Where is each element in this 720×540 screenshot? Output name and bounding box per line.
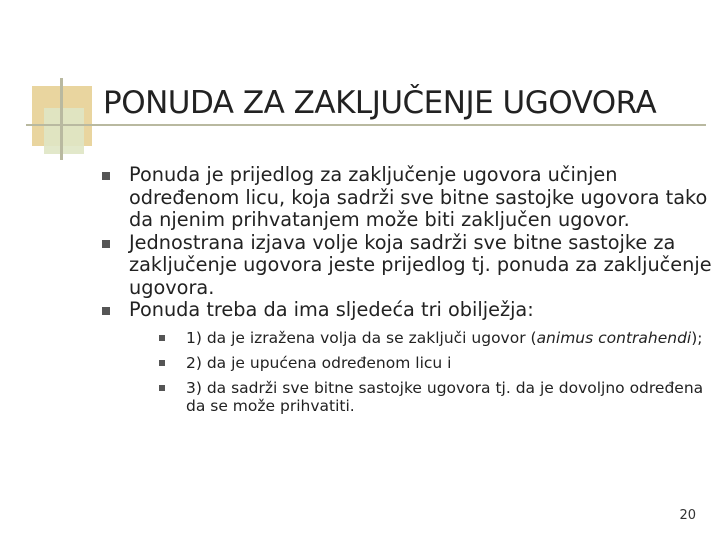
bullet-list	[102, 164, 712, 422]
bullet-marker-icon	[102, 307, 110, 315]
bullet-text: Ponuda treba da ima sljedeća tri obilježja:	[129, 298, 534, 321]
page-number: 20	[679, 508, 696, 523]
sub-bullet-item	[159, 379, 712, 415]
slide-title: PONUDA ZA ZAKLJUČENJE UGOVORA	[103, 85, 657, 121]
bullet-marker-icon	[102, 172, 110, 180]
bullet-text: Jednostrana izjava volje koja sadrži sve bitne sastojke za zaključenje ugovora jeste prijedlog tj. ponuda za zaključenje ugovora.	[129, 230, 712, 299]
sub-bullet-text-end: );	[691, 328, 703, 347]
decor-horizontal-line	[26, 124, 706, 126]
sub-bullet-text: 2) da je upućena određenom licu i	[186, 353, 452, 372]
bullet-item	[102, 299, 712, 415]
sub-bullet-item	[159, 329, 712, 347]
sub-bullet-marker-icon	[159, 360, 165, 366]
bullet-marker-icon	[102, 240, 110, 248]
bullet-item	[102, 232, 712, 300]
sub-bullet-item	[159, 354, 712, 372]
bullet-item	[102, 164, 712, 232]
sub-bullet-text: 3) da sadrži sve bitne sastojke ugovora tj. da je dovoljno određena da se može prihvatiti.	[186, 378, 704, 415]
sub-bullet-text-start: 1) da je izražena volja da se zaključi ugovor (	[186, 328, 537, 347]
sub-bullet-list	[159, 329, 712, 415]
sub-bullet-marker-icon	[159, 385, 165, 391]
decor-square-light	[44, 108, 84, 154]
decor-vertical-line	[60, 78, 63, 160]
sub-bullet-italic-term: animus contrahendi	[536, 328, 692, 347]
sub-bullet-marker-icon	[159, 335, 165, 341]
bullet-text: Ponuda je prijedlog za zaključenje ugovora učinjen određenom licu, koja sadrži sve bitne sastojke ugovora tako da njenim prihvatanjem može biti zaključen ugovor.	[129, 163, 708, 231]
